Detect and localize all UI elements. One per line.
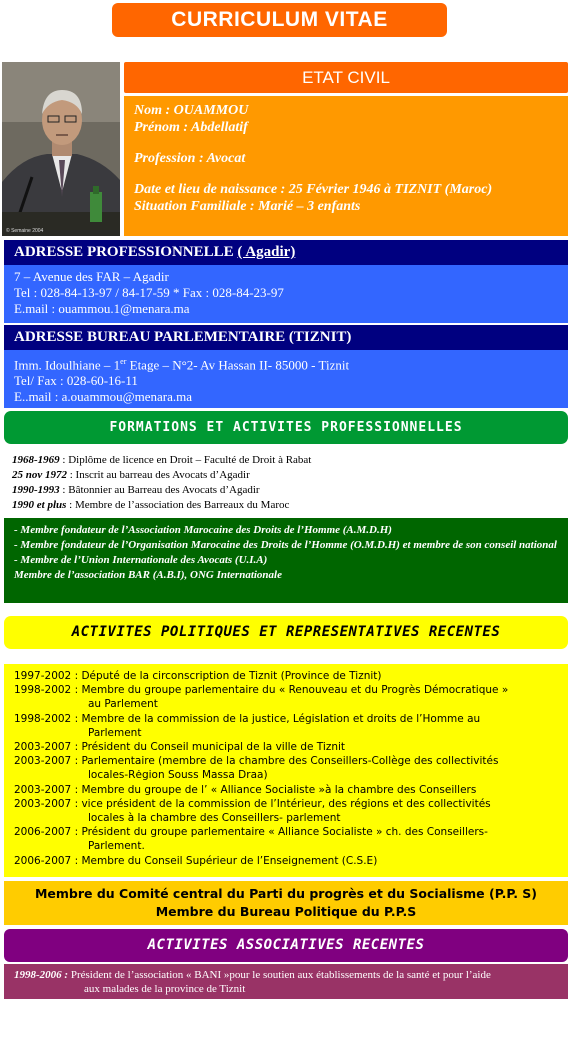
- politiques-header: ACTIVITES POLITIQUES ET REPRESENTATIVES RECENTES: [4, 616, 568, 649]
- adresse-pro-phone: Tel : 028-84-13-97 / 84-17-59 * Fax : 028-84-23-97: [14, 285, 284, 300]
- politique-item: 2003-2007 : Membre du groupe de l’ « Alliance Socialiste »à la chambre des Conseillers: [14, 783, 477, 796]
- membre-item: - Membre de l’Union Internationale des Avocats (U.I.A): [14, 554, 268, 566]
- politique-item: 2006-2007 : Président du groupe parlementaire « Alliance Socialiste » ch. des Conseillers- Parlement.: [14, 826, 488, 853]
- pps-membership: [4, 881, 568, 925]
- adresse-pro-header-label: ADRESSE PROFESSIONNELLE: [14, 244, 238, 260]
- formation-item: 1990-1993 : Bâtonnier au Barreau des Avocats d’Agadir: [12, 484, 260, 496]
- politique-item: 1998-2002 : Membre du groupe parlementaire du « Renouveau et du Progrès Démocratique » au Parlement: [14, 684, 509, 711]
- politique-item: 2006-2007 : Membre du Conseil Supérieur de l’Enseignement (C.S.E): [14, 854, 378, 867]
- nom-field: Nom : OUAMMOU: [134, 103, 249, 118]
- adresse-parl-phone: Tel/ Fax : 028-60-16-11: [14, 373, 138, 389]
- adresse-parl-header: ADRESSE BUREAU PARLEMENTAIRE (TIZNIT): [4, 325, 568, 350]
- politique-item: 1998-2002 : Membre de la commission de la justice, Législation et droits de l’Homme au Parlement: [14, 712, 481, 739]
- photo-caption: © Semaine 2004: [6, 228, 44, 234]
- associatives-header: ACTIVITES ASSOCIATIVES RECENTES: [4, 929, 568, 962]
- adresse-parl-line: Imm. Idoulhiane – 1er Etage – N°2- Av Hassan II- 85000 - Tiznit: [14, 357, 350, 373]
- membre-item: - Membre fondateur de l’Association Marocaine des Droits de l’Homme (A.M.D.H): [14, 524, 392, 536]
- associative-text-cont: aux malades de la province de Tiznit: [84, 983, 246, 995]
- membres-block: [4, 518, 568, 603]
- politique-item: 1997-2002 : Député de la circonscription de Tiznit (Province de Tiznit): [14, 670, 382, 682]
- formation-item: 1968-1969 : Diplôme de licence en Droit – Faculté de Droit à Rabat: [12, 454, 312, 466]
- politiques-list: [4, 664, 568, 877]
- adresse-parl-email: E..mail : a.ouammou@menara.ma: [14, 389, 193, 405]
- portrait-image: [2, 62, 120, 236]
- pps-comite-central: Membre du Comité central du Parti du progrès et du Socialisme (P.P. S): [34, 886, 538, 901]
- formation-item: 25 nov 1972 : Inscrit au barreau des Avocats d’Agadir: [12, 469, 250, 481]
- adresse-pro-line: 7 – Avenue des FAR – Agadir: [14, 269, 169, 284]
- prenom-field: Prénom : Abdellatif: [134, 120, 248, 135]
- membre-item: Membre de l’association BAR (A.B.I), ONG Internationale: [14, 569, 282, 581]
- cv-title: CURRICULUM VITAE: [112, 3, 447, 37]
- adresse-pro-email: E.mail : ouammou.1@menara.ma: [14, 301, 190, 316]
- associative-text: Président de l’association « BANI »pour le soutien aux établissements de la santé et pour l’aide: [68, 969, 491, 981]
- politique-item: 2003-2007 : Parlementaire (membre de la chambre des Conseillers-Collège des collectivités locales-Rėgion Souss Massa Draa): [14, 755, 499, 782]
- formations-header: FORMATIONS ET ACTIVITES PROFESSIONNELLES: [4, 411, 568, 444]
- adresse-pro-header: [4, 240, 568, 265]
- etat-civil-header: ETAT CIVIL: [124, 62, 568, 93]
- associatives-body: [4, 964, 568, 999]
- adresse-parl-body: [4, 350, 568, 408]
- formation-item: 1990 et plus : Membre de l’association des Barreaux du Maroc: [12, 499, 290, 511]
- pps-bureau-politique: Membre du Bureau Politique du P.P.S: [155, 904, 417, 919]
- politique-item: 2003-2007 : Président du Conseil municipal de la ville de Tiznit: [14, 741, 346, 754]
- portrait-photo: [2, 62, 120, 236]
- situation-field: Situation Familiale : Marié – 3 enfants: [134, 199, 361, 214]
- profession-field: Profession : Avocat: [134, 151, 246, 166]
- membre-item: - Membre fondateur de l’Organisation Marocaine des Droits de l’Homme (O.M.D.H) et membre de son conseil national: [14, 539, 557, 551]
- adresse-pro-city: ( Agadir): [237, 244, 296, 260]
- associative-date: 1998-2006 :: [14, 969, 69, 981]
- politique-item: 2003-2007 : vice président de la commission de l’Intérieur, des régions et des collectivités locales à la chambre des Conseillers- parlement: [14, 797, 491, 825]
- etat-civil-body: [124, 96, 568, 236]
- naissance-field: Date et lieu de naissance : 25 Février 1946 à TIZNIT (Maroc): [134, 182, 493, 197]
- formations-list: [12, 453, 568, 513]
- adresse-pro-body: [4, 265, 568, 323]
